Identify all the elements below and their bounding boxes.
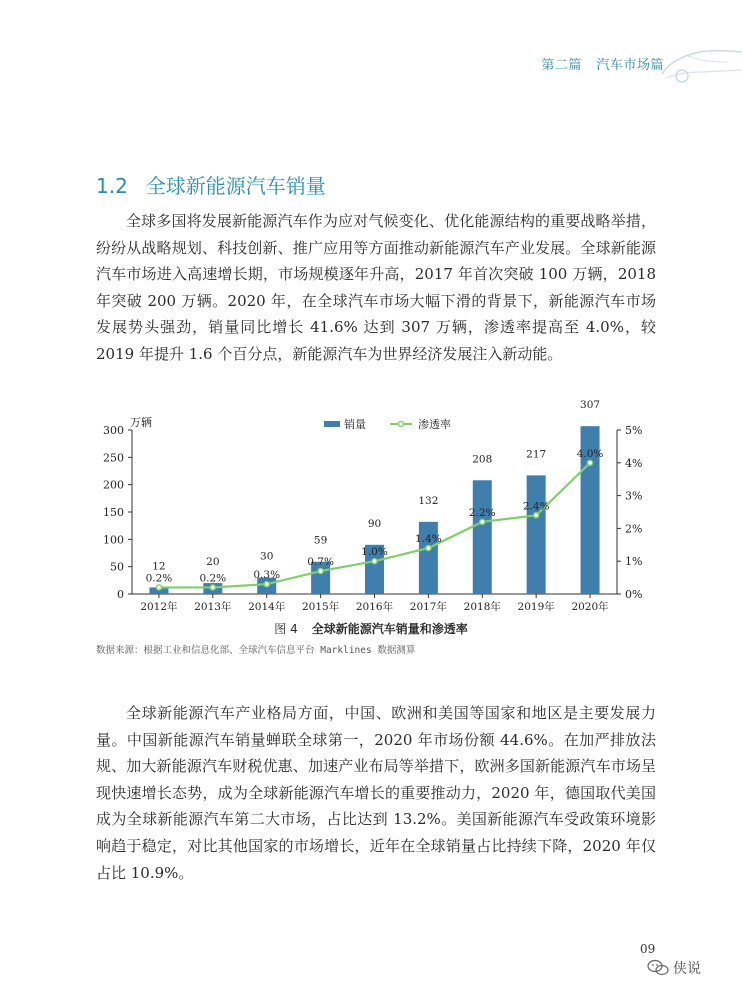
line-point	[587, 460, 592, 465]
y2-tick-label: 0%	[625, 588, 643, 601]
x-tick-label: 2013年	[194, 601, 232, 613]
line-value-label: 0.3%	[253, 569, 281, 582]
y-tick-label: 100	[103, 533, 124, 547]
bar-value-label: 217	[526, 448, 547, 461]
y-tick-label: 200	[103, 478, 124, 492]
line-value-label: 0.2%	[145, 572, 173, 585]
car-outline-icon	[658, 40, 742, 86]
y-tick-label: 0	[117, 588, 124, 601]
x-tick-label: 2020年	[571, 601, 609, 613]
line-value-label: 2.2%	[468, 506, 496, 519]
y2-tick-label: 1%	[625, 555, 643, 569]
figure-caption	[0, 620, 742, 637]
y-axis-label: 万辆	[130, 416, 152, 429]
bar-2019年	[527, 475, 546, 594]
line-point	[534, 513, 539, 518]
legend-swatch-line-marker	[398, 421, 403, 426]
header-title: 汽车市场篇	[596, 58, 664, 73]
x-tick-label: 2016年	[355, 601, 394, 613]
x-tick-label: 2014年	[248, 601, 286, 613]
y2-tick-label: 3%	[625, 489, 643, 503]
bar-2018年	[473, 480, 492, 594]
y2-tick-label: 4%	[625, 456, 643, 470]
y2-tick-label: 5%	[625, 424, 643, 437]
line-point	[264, 582, 269, 587]
running-header	[531, 54, 664, 73]
figure-caption-text: 全球新能源汽车销量和渗透率	[311, 622, 468, 636]
bar-value-label: 30	[260, 550, 274, 563]
bar-value-label: 59	[313, 534, 328, 547]
paragraph-1: 全球多国将发展新能源汽车作为应对气候变化、优化能源结构的重要战略举措，纷纷从战略规划、科技创新、推广应用等方面推动新能源汽车产业发展。全球新能源汽车市场进入高速增长期，市场规模逐年升高，2017 年首次突破 100 万辆，2018 年突破 200 万辆。2020 年，在全球汽车市场大幅下滑的背景下，新能源汽车市场发展势头强劲，销量同比增长 41.6% 达到 307 万辆，渗透率提高至 4.0%，较 2019 年提升 1.6 个百分点，新能源汽车为世界经济发展注入新动能。	[96, 212, 656, 363]
legend-label-line: 渗透率	[418, 418, 451, 431]
x-tick-label: 2019年	[517, 601, 555, 613]
x-tick-label: 2018年	[463, 601, 501, 613]
line-value-label: 4.0%	[576, 447, 604, 460]
line-point	[318, 568, 323, 573]
paragraph-2: 全球新能源汽车产业格局方面，中国、欧洲和美国等国家和地区是主要发展力量。中国新能源汽车销量蝉联全球第一，2020 年市场份额 44.6%。在加严排放法规、加大新能源汽车财税优惠、加速产业布局等举措下，欧洲多国新能源汽车市场呈现快速增长态势，成为全球新能源汽车增长的重要推动力，2020 年，德国取代美国成为全球新能源汽车第二大市场，占比达到 13.2%。美国新能源汽车受政策环境影响趋于稳定，对比其他国家的市场增长，近年在全球销量占比持续下降，2020 年仅占比 10.9%。	[96, 704, 656, 882]
bar-value-label: 20	[206, 556, 220, 569]
section-title-text: 全球新能源汽车销量	[145, 174, 326, 198]
line-value-label: 1.0%	[361, 546, 388, 559]
bar-value-label: 90	[367, 517, 382, 530]
bar-value-label: 208	[472, 453, 493, 466]
watermark-text: 侠说	[673, 961, 701, 977]
line-point	[480, 519, 485, 524]
x-tick-label: 2017年	[409, 601, 448, 613]
y-tick-label: 300	[103, 424, 124, 437]
line-point	[426, 545, 431, 550]
chart	[92, 399, 657, 640]
section-title	[96, 170, 326, 199]
header-part: 第二篇	[541, 58, 582, 73]
line-value-label: 0.7%	[307, 556, 334, 569]
page-number: 09	[640, 942, 656, 956]
watermark	[647, 958, 701, 978]
bar-value-label: 12	[152, 560, 166, 573]
x-tick-label: 2015年	[301, 601, 340, 613]
line-point	[156, 585, 161, 590]
wechat-icon	[647, 959, 669, 977]
line-value-label: 0.2%	[199, 572, 227, 585]
chart-svg	[92, 399, 657, 640]
figure-source: 数据来源：根据工业和信息化部、全球汽车信息平台 Marklines 数据测算	[96, 645, 416, 656]
y2-tick-label: 2%	[625, 522, 643, 536]
bar-value-label: 132	[418, 494, 439, 507]
y-tick-label: 150	[103, 506, 124, 519]
section-number: 1.2	[96, 174, 128, 198]
line-point	[210, 585, 215, 590]
y-tick-label: 250	[103, 451, 124, 465]
y-tick-label: 50	[110, 560, 124, 574]
bar-value-label: 307	[580, 399, 601, 412]
legend-label-bar: 销量	[344, 418, 366, 431]
line-value-label: 1.4%	[415, 533, 442, 546]
line-point	[372, 559, 377, 564]
legend-swatch-bar	[324, 421, 340, 427]
figure-label: 图 4	[274, 622, 298, 636]
line-value-label: 2.4%	[522, 500, 550, 513]
x-tick-label: 2012年	[140, 601, 178, 613]
